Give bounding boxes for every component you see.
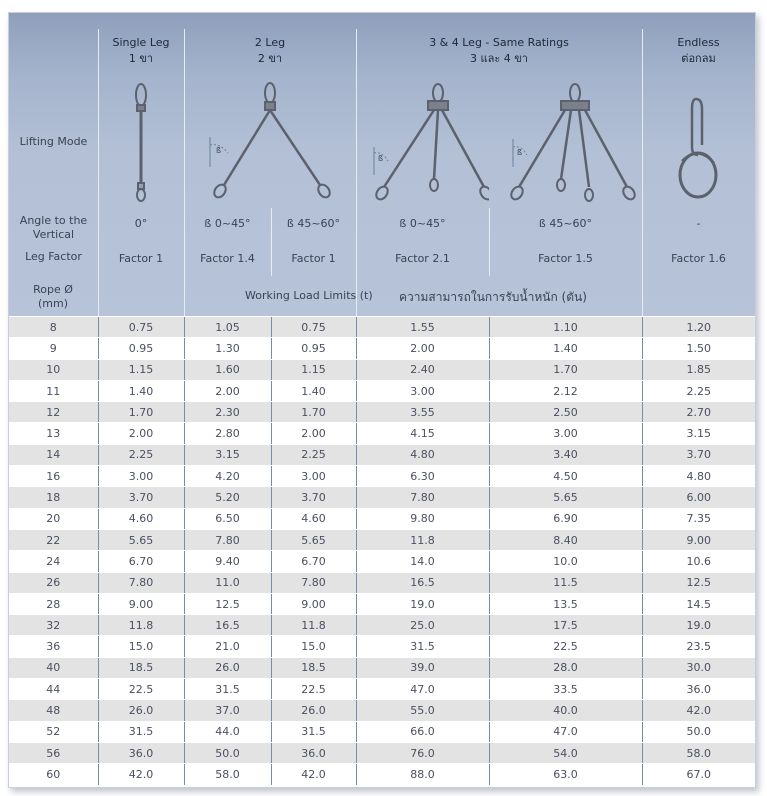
wll-value-cell: 4.15 (356, 423, 489, 444)
wll-value-cell: 3.15 (642, 423, 755, 444)
wll-value-cell: 1.15 (271, 359, 356, 380)
wll-value-cell: 3.00 (271, 466, 356, 487)
angle-value: ß 0~45° (204, 217, 251, 230)
wll-value-cell: 4.20 (184, 466, 271, 487)
wll-value-cell: 2.00 (271, 423, 356, 444)
wll-value-cell: 14.5 (642, 593, 755, 614)
rope-diameter-cell: 32 (9, 615, 98, 636)
three-leg-sling-icon (356, 75, 489, 205)
wll-value-cell: 2.30 (184, 402, 271, 423)
wll-value-cell: 23.5 (642, 636, 755, 657)
wll-value-cell: 2.40 (356, 359, 489, 380)
wll-value-cell: 36.0 (642, 679, 755, 700)
wll-value-cell: 30.0 (642, 657, 755, 678)
table-row (9, 742, 755, 763)
rope-diameter-cell: 56 (9, 742, 98, 763)
wll-value-cell: 4.80 (356, 444, 489, 465)
rope-diameter-cell: 60 (9, 764, 98, 785)
wll-value-cell: 12.5 (642, 572, 755, 593)
wll-value-cell: 22.5 (271, 679, 356, 700)
table-row (9, 572, 755, 593)
wll-value-cell: 4.80 (642, 466, 755, 487)
wll-value-cell: 9.00 (271, 593, 356, 614)
wll-value-cell: 15.0 (98, 636, 184, 657)
wll-value-cell: 7.80 (98, 572, 184, 593)
wll-value-cell: 12.5 (184, 593, 271, 614)
wll-value-cell: 22.5 (489, 636, 642, 657)
wll-value-cell: 0.95 (98, 338, 184, 359)
angle-value: 0° (134, 217, 148, 230)
wll-value-cell: 5.65 (98, 529, 184, 550)
wll-value-cell: 11.8 (356, 529, 489, 550)
wll-value-cell: 10.6 (642, 551, 755, 572)
wll-value-cell: 6.70 (98, 551, 184, 572)
beta-angle-label: ß (517, 148, 523, 157)
wll-value-cell: 50.0 (184, 742, 271, 763)
table-row (9, 338, 755, 359)
wll-value-cell: 6.30 (356, 466, 489, 487)
wll-value-cell: 11.8 (98, 615, 184, 636)
factor-value: Factor 1.6 (671, 252, 726, 265)
wll-value-cell: 28.0 (489, 657, 642, 678)
wll-value-cell: 25.0 (356, 615, 489, 636)
wll-value-cell: 42.0 (98, 764, 184, 785)
wll-value-cell: 11.8 (271, 615, 356, 636)
wll-value-cell: 4.60 (98, 508, 184, 529)
two-leg-sling-icon (184, 75, 356, 205)
two-leg-heading: 2 Leg 2 ขา (254, 36, 286, 65)
wll-value-cell: 3.70 (98, 487, 184, 508)
wll-value-cell: 26.0 (98, 700, 184, 721)
wll-value-cell: 88.0 (356, 764, 489, 785)
wll-value-cell: 5.20 (184, 487, 271, 508)
wll-value-cell: 1.70 (271, 402, 356, 423)
rope-diameter-cell: 20 (9, 508, 98, 529)
table-row (9, 423, 755, 444)
wll-value-cell: 66.0 (356, 721, 489, 742)
table-row (9, 721, 755, 742)
rope-diameter-cell: 8 (9, 317, 98, 338)
wll-value-cell: 1.40 (98, 380, 184, 401)
rope-diameter-cell: 36 (9, 636, 98, 657)
angle-label: Angle to the Vertical (19, 214, 88, 241)
wll-value-cell: 26.0 (184, 657, 271, 678)
wll-value-cell: 42.0 (642, 700, 755, 721)
factor-value: Factor 1 (291, 252, 336, 265)
wll-value-cell: 0.95 (271, 338, 356, 359)
wll-value-cell: 31.5 (184, 679, 271, 700)
wll-value-cell: 15.0 (271, 636, 356, 657)
wll-value-cell: 2.25 (98, 444, 184, 465)
rope-diameter-cell: 52 (9, 721, 98, 742)
rope-diameter-cell: 44 (9, 679, 98, 700)
rope-diameter-label: Rope Ø (mm) (33, 283, 73, 310)
wll-value-cell: 40.0 (489, 700, 642, 721)
wll-value-cell: 33.5 (489, 679, 642, 700)
wll-value-cell: 39.0 (356, 657, 489, 678)
wll-value-cell: 6.70 (271, 551, 356, 572)
wll-value-cell: 1.55 (356, 317, 489, 338)
wll-value-cell: 31.5 (98, 721, 184, 742)
wll-value-cell: 9.40 (184, 551, 271, 572)
wll-value-cell: 1.40 (271, 380, 356, 401)
table-row (9, 487, 755, 508)
wll-value-cell: 6.90 (489, 508, 642, 529)
wll-value-cell: 47.0 (356, 679, 489, 700)
table-row (9, 679, 755, 700)
beta-angle-label: ß (216, 146, 222, 155)
wll-value-cell: 1.70 (98, 402, 184, 423)
wll-value-cell: 37.0 (184, 700, 271, 721)
table-row (9, 359, 755, 380)
angle-value: ß 0~45° (399, 217, 446, 230)
wll-value-cell: 11.0 (184, 572, 271, 593)
wll-value-cell: 7.35 (642, 508, 755, 529)
wll-table (9, 317, 755, 786)
wll-value-cell: 31.5 (271, 721, 356, 742)
wll-value-cell: 13.5 (489, 593, 642, 614)
wll-value-cell: 2.00 (356, 338, 489, 359)
wll-value-cell: 1.05 (184, 317, 271, 338)
wll-value-cell: 63.0 (489, 764, 642, 785)
wll-value-cell: 47.0 (489, 721, 642, 742)
wll-value-cell: 3.40 (489, 444, 642, 465)
rope-diameter-cell: 26 (9, 572, 98, 593)
rope-diameter-cell: 24 (9, 551, 98, 572)
wll-value-cell: 10.0 (489, 551, 642, 572)
rope-diameter-cell: 40 (9, 657, 98, 678)
wll-value-cell: 16.5 (184, 615, 271, 636)
angle-value: ß 45~60° (538, 217, 593, 230)
wll-value-cell: 6.00 (642, 487, 755, 508)
wll-value-cell: 18.5 (98, 657, 184, 678)
wll-value-cell: 1.30 (184, 338, 271, 359)
beta-angle-label: ß (378, 154, 384, 163)
wll-value-cell: 5.65 (489, 487, 642, 508)
wll-value-cell: 2.70 (642, 402, 755, 423)
wll-value-cell: 3.55 (356, 402, 489, 423)
wll-value-cell: 0.75 (98, 317, 184, 338)
table-row (9, 402, 755, 423)
rope-diameter-cell: 48 (9, 700, 98, 721)
wll-value-cell: 42.0 (271, 764, 356, 785)
wll-value-cell: 6.50 (184, 508, 271, 529)
wll-value-cell: 36.0 (98, 742, 184, 763)
table-row (9, 529, 755, 550)
factor-value: Factor 1 (118, 252, 164, 265)
wll-value-cell: 3.00 (98, 466, 184, 487)
rope-diameter-cell: 9 (9, 338, 98, 359)
wll-value-cell: 19.0 (642, 615, 755, 636)
wll-value-cell: 36.0 (271, 742, 356, 763)
single-leg-sling-icon (98, 75, 184, 205)
wll-value-cell: 50.0 (642, 721, 755, 742)
wll-value-cell: 4.50 (489, 466, 642, 487)
wll-value-cell: 55.0 (356, 700, 489, 721)
wll-value-cell: 3.15 (184, 444, 271, 465)
rope-diameter-cell: 22 (9, 529, 98, 550)
wll-value-cell: 22.5 (98, 679, 184, 700)
wll-value-cell: 76.0 (356, 742, 489, 763)
angle-value: ß 45~60° (286, 217, 341, 230)
wll-value-cell: 44.0 (184, 721, 271, 742)
wll-value-cell: 0.75 (271, 317, 356, 338)
table-row (9, 657, 755, 678)
wll-value-cell: 3.70 (642, 444, 755, 465)
rope-diameter-cell: 14 (9, 444, 98, 465)
table-row (9, 551, 755, 572)
wll-value-cell: 14.0 (356, 551, 489, 572)
four-leg-sling-icon (489, 75, 642, 205)
table-row (9, 508, 755, 529)
table-row (9, 700, 755, 721)
wll-caption-thai: ความสามารถในการรับน้ำหนัก (ตัน) (399, 290, 587, 304)
wll-value-cell: 4.60 (271, 508, 356, 529)
wll-value-cell: 2.25 (271, 444, 356, 465)
wll-value-cell: 2.00 (184, 380, 271, 401)
table-row (9, 593, 755, 614)
rope-diameter-cell: 16 (9, 466, 98, 487)
wll-value-cell: 67.0 (642, 764, 755, 785)
wll-value-cell: 2.00 (98, 423, 184, 444)
wll-value-cell: 3.70 (271, 487, 356, 508)
rope-diameter-cell: 12 (9, 402, 98, 423)
three-four-leg-heading: 3 & 4 Leg - Same Ratings 3 และ 4 ขา (429, 36, 569, 65)
wll-value-cell: 11.5 (489, 572, 642, 593)
wll-value-cell: 58.0 (184, 764, 271, 785)
factor-value: Factor 1.4 (200, 252, 255, 265)
wll-value-cell: 16.5 (356, 572, 489, 593)
wll-value-cell: 18.5 (271, 657, 356, 678)
wll-value-cell: 8.40 (489, 529, 642, 550)
wll-value-cell: 54.0 (489, 742, 642, 763)
wll-value-cell: 1.10 (489, 317, 642, 338)
factor-value: Factor 1.5 (538, 252, 593, 265)
rope-diameter-cell: 10 (9, 359, 98, 380)
wll-value-cell: 5.65 (271, 529, 356, 550)
wll-value-cell: 7.80 (184, 529, 271, 550)
endless-heading: Endless ต่อกลม (677, 36, 720, 65)
wll-value-cell: 3.00 (489, 423, 642, 444)
wll-value-cell: 58.0 (642, 742, 755, 763)
wll-value-cell: 21.0 (184, 636, 271, 657)
wll-value-cell: 1.50 (642, 338, 755, 359)
wll-value-cell: 3.00 (356, 380, 489, 401)
rope-diameter-cell: 18 (9, 487, 98, 508)
wll-value-cell: 9.00 (98, 593, 184, 614)
wll-value-cell: 1.40 (489, 338, 642, 359)
wll-value-cell: 2.50 (489, 402, 642, 423)
table-row (9, 636, 755, 657)
wll-value-cell: 1.20 (642, 317, 755, 338)
endless-sling-icon (642, 75, 755, 205)
wll-value-cell: 1.70 (489, 359, 642, 380)
table-row (9, 380, 755, 401)
leg-factor-label: Leg Factor (25, 250, 82, 263)
lifting-mode-label: Lifting Mode (19, 135, 88, 148)
wll-chart-frame (8, 12, 756, 788)
wll-value-cell: 19.0 (356, 593, 489, 614)
wll-caption: Working Load Limits (t) (245, 289, 373, 302)
table-row (9, 764, 755, 785)
table-row (9, 615, 755, 636)
wll-value-cell: 7.80 (271, 572, 356, 593)
wll-value-cell: 1.85 (642, 359, 755, 380)
wll-value-cell: 1.60 (184, 359, 271, 380)
factor-value: Factor 2.1 (395, 252, 450, 265)
angle-value: - (696, 217, 701, 230)
wll-value-cell: 2.12 (489, 380, 642, 401)
table-row (9, 466, 755, 487)
wll-value-cell: 2.80 (184, 423, 271, 444)
wll-value-cell: 31.5 (356, 636, 489, 657)
wll-value-cell: 9.00 (642, 529, 755, 550)
table-row (9, 444, 755, 465)
rope-diameter-cell: 13 (9, 423, 98, 444)
wll-value-cell: 7.80 (356, 487, 489, 508)
wll-value-cell: 9.80 (356, 508, 489, 529)
rope-diameter-cell: 11 (9, 380, 98, 401)
wll-value-cell: 2.25 (642, 380, 755, 401)
wll-value-cell: 1.15 (98, 359, 184, 380)
single-leg-heading: Single Leg 1 ขา (112, 36, 170, 65)
rope-diameter-cell: 28 (9, 593, 98, 614)
wll-value-cell: 26.0 (271, 700, 356, 721)
wll-value-cell: 17.5 (489, 615, 642, 636)
wll-table-body (9, 317, 755, 785)
table-row (9, 317, 755, 338)
